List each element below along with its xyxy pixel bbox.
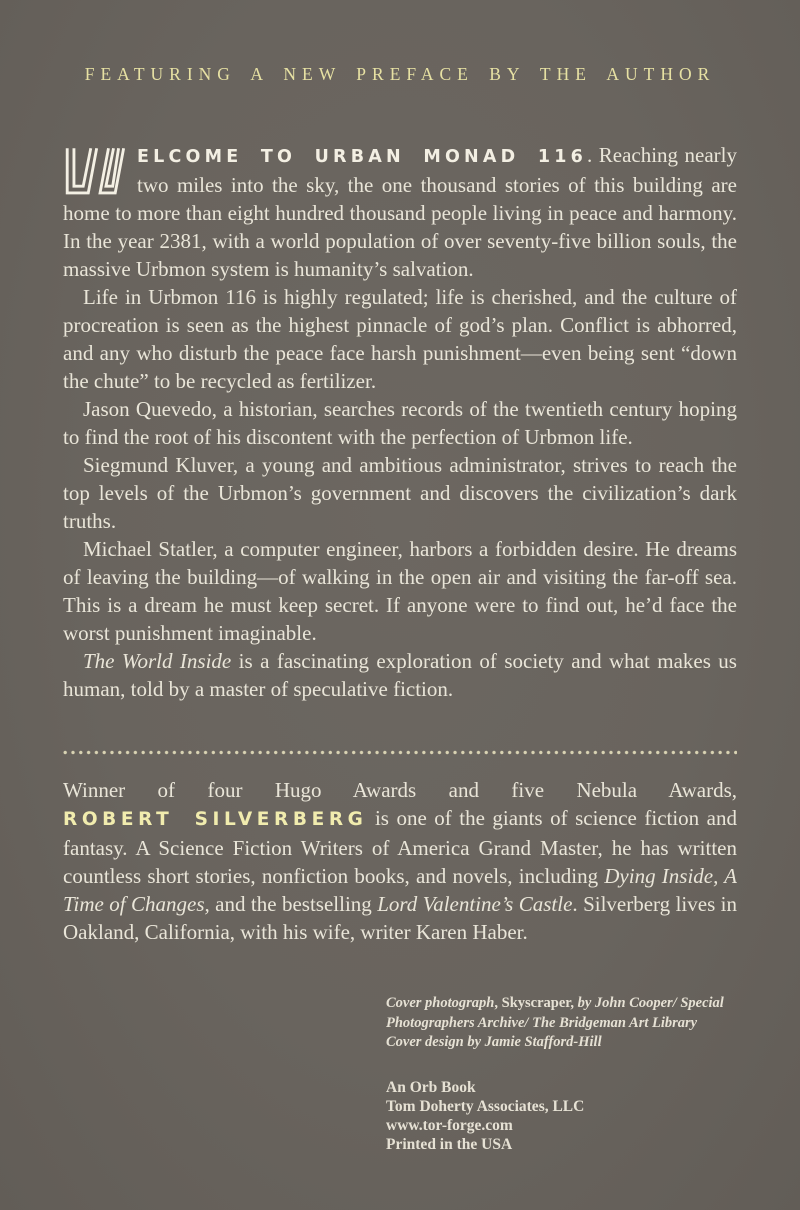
credit-line-archive: Photographers Archive/ The Bridgeman Art Library (386, 1014, 698, 1031)
synopsis-paragraph-welcome (63, 141, 737, 283)
publisher-line-printed: Printed in the USA (386, 1136, 513, 1153)
publisher-line-doherty: Tom Doherty Associates, LLC (386, 1098, 585, 1115)
book-title-italic: The World Inside (83, 649, 232, 673)
synopsis-paragraph-life: Life in Urbmon 116 is highly regulated; life is cherished, and the culture of procreation is seen as the highest pinnacle of god’s plan. Conflict is abhorred, and any who disturb the peace face harsh punishment—even being sent “down the chute” to be recycled as fertilizer. (63, 285, 737, 393)
synopsis-paragraph-closing (63, 647, 737, 703)
preface-banner: FEATURING A NEW PREFACE BY THE AUTHOR (84, 64, 716, 84)
dotted-divider (63, 750, 737, 755)
author-bio-block (63, 776, 737, 946)
credit-photo-by: by John Cooper/ Special (577, 995, 724, 1011)
credit-line-photo (386, 994, 786, 1014)
synopsis-block (63, 141, 737, 703)
dropcap-w-icon (63, 145, 127, 195)
novel-titles-italic: Dying Inside, A Time of Changes, (63, 864, 737, 916)
publisher-info-block (386, 1078, 786, 1154)
credit-line-design: Cover design by Jamie Stafford-Hill (386, 1034, 602, 1050)
author-bio-between-titles: and the bestselling (209, 892, 378, 916)
welcome-rest-text: . Reaching nearly two miles into the sky, the one thousand stories of this building are home to more than eight hundred thousand people living in peace and harmony. In the year 2381, with a world population of over seventy-five billion souls, the massive Urbmon system is humanity’s salvation. (63, 143, 737, 281)
novel-title-castle-italic: Lord Valentine’s Castle (377, 892, 573, 916)
publisher-line-url: www.tor-forge.com (386, 1117, 513, 1134)
credit-photo-label: Cover photograph (386, 995, 495, 1011)
welcome-techno-text: ELCOME TO URBAN MONAD 116 (137, 147, 588, 167)
synopsis-paragraph-siegmund: Siegmund Kluver, a young and ambitious administrator, strives to reach the top levels of the Urbmon’s government and discovers the civilization’s dark truths. (63, 453, 737, 533)
publisher-line-orb: An Orb Book (386, 1079, 476, 1096)
synopsis-paragraph-michael: Michael Statler, a computer engineer, harbors a forbidden desire. He dreams of leaving the building—of walking in the open air and visiting the far-off sea. This is a dream he must keep secret. If anyone were to find out, he’d face the worst punishment imaginable. (63, 537, 737, 645)
author-bio-after-name: is one of the giants of science fiction and fantasy. A Science Fiction Writers of America Grand Master, he has written countless short stories, nonfiction books, and novels, including (63, 806, 737, 888)
credit-photo-title: , Skyscraper, (494, 995, 578, 1011)
synopsis-paragraph-jason: Jason Quevedo, a historian, searches records of the twentieth century hoping to find the root of his discontent with the perfection of Urbmon life. (63, 397, 737, 449)
author-bio-lead: Winner of four Hugo Awards and five Nebula Awards, (63, 778, 737, 802)
author-name: ROBERT SILVERBERG (63, 809, 368, 830)
closing-rest-text: is a fascinating exploration of society and what makes us human, told by a master of speculative fiction. (63, 649, 737, 701)
cover-credits-block (386, 994, 786, 1053)
author-bio-tail: . Silverberg lives in Oakland, California, with his wife, writer Karen Haber. (63, 892, 737, 944)
